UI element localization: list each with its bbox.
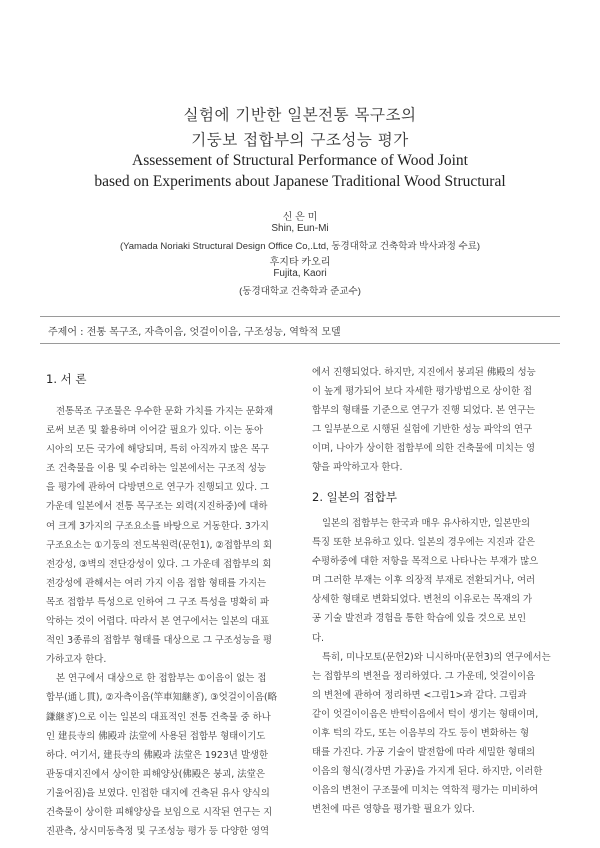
text-line: 진관측, 상시미동측정 및 구조성능 평가 등 다양한 영역 [46,826,270,838]
text-line: 전통목조 구조물은 우수한 문화 가치를 가지는 문화재 [56,406,274,417]
text-line: 전강성에 관해서는 여러 가지 이음 접합 형태를 가지는 [46,577,267,589]
text-line: 을 평가에 관하여 다방면으로 연구가 진행되고 있다. 그 [46,482,270,494]
text-line: 특징 또한 보유하고 있다. 일본의 경우에는 지진과 같은 [312,537,536,549]
author2-korean-name: 후지타 카오리 [269,257,331,268]
text-line: 변천에 따른 영향을 평가할 필요가 있다. [312,804,475,816]
section1-heading: 1. 서 론 [46,372,87,386]
text-line: 며 그러한 부재는 이후 의장적 부재로 전환되거나, 여러 [312,575,536,587]
text-line: 조 건축물을 이용 및 수리하는 일본에서는 구조적 성능 [46,463,267,475]
keywords: 주제어 : 전통 목구조, 자측이음, 엇걸이이음, 구조성능, 역학적 모델 [48,327,341,338]
text-line: 이며, 나아가 상이한 접합부에 의한 건축물에 미치는 영 [312,443,536,455]
text-line: 하다. 여기서, 建長寺의 佛殿과 法堂은 1923년 발생한 [46,749,269,761]
text-line: 구조요소는 ①기둥의 전도복원력(문헌1), ②접합부의 회 [46,539,273,551]
text-line: 건축물이 상이한 피해양상을 보임으로 시작된 연구는 지 [46,806,273,818]
text-line: 다. [312,632,325,644]
text-line: 수평하중에 대한 저항을 목적으로 나타나는 부재가 많으 [312,556,539,568]
text-line: 가하고자 한다. [46,654,107,666]
author1-korean-name: 신 은 미 [282,212,318,223]
text-line: 합부(通し貫), ②자측이음(竿車知継ぎ), ③엇걸이이음(略 [46,692,278,704]
text-line: 악하는 것이 어렵다. 따라서 본 연구에서는 일본의 대표 [46,616,270,628]
text-line: 같이 엇걸이이음은 반턱이음에서 턱이 생기는 형태이며, [312,708,539,720]
author2-english-name: Fujita, Kaori [273,268,327,279]
text-line: 기울어짐)을 보였다. 인접한 대지에 건축된 유사 양식의 [46,787,270,799]
text-line: 鎌継ぎ)으로 이는 일본의 대표적인 전통 건축물 중 하나 [46,711,271,723]
text-line: 의 변천에 관하여 정리하면 <그림1>과 같다. 그림과 [312,689,527,701]
title-english-line2: based on Experiments about Japanese Traditional Wood Structural [94,173,506,190]
text-line: 인 建長寺의 佛殿과 法堂에 사용된 접합부 형태이기도 [46,730,266,742]
title-korean-line1: 실험에 기반한 일본전통 목구조의 [183,106,417,124]
text-line: 공 기술 발전과 경험을 통한 학습에 있을 것으로 보인 [312,613,527,625]
title-english-line1: Assessement of Structural Performance of Wood Joint [132,152,468,169]
title-korean-line2: 기둥보 접합부의 구조성능 평가 [191,131,409,149]
text-line: 상세한 형태로 변화되었다. 변천의 이유로는 목재의 가 [312,594,533,606]
text-line: 이음의 형식(경사면 가공)을 가지게 된다. 하지만, 이러한 [312,766,543,778]
right-column-intro [312,363,552,478]
text-line: 일본의 접합부는 한국과 매우 유사하지만, 일본만의 [322,518,531,529]
text-line: 본 연구에서 대상으로 한 접합부는 ①이음이 없는 접 [56,673,267,685]
text-line: 전강성, ③벽의 전단강성이 있다. 그 가운데 접합부의 회 [46,558,272,570]
text-line: 관동대지진에서 상이한 피해양상(佛殿은 붕괴, 法堂은 [46,768,266,780]
text-line: 적인 3종류의 접합부 형태를 대상으로 그 구조성능을 평 [46,635,273,647]
text-line: 목조 접합부 특성으로 인하여 그 구조 특성을 명확히 파 [46,596,270,608]
text-line: 이 높게 평가되어 보다 자세한 평가방법으로 상이한 접 [312,386,533,398]
text-line: 향을 파악하고자 한다. [312,462,403,474]
text-line: 이후 턱의 각도, 또는 이음부의 각도 등이 변화하는 형 [312,728,530,740]
author2-affiliation: (동경대학교 건축학과 준교수) [239,286,361,297]
section2-body [312,514,552,820]
author1-english-name: Shin, Eun-Mi [271,223,329,234]
text-line: 태를 가진다. 가공 기술이 발전함에 따라 세밀한 형태의 [312,747,536,759]
text-line: 합부의 형태를 기준으로 연구가 진행 되었다. 본 연구는 [312,405,536,417]
text-line: 그 일부분으로 시행된 실험에 기반한 성능 파악의 연구 [312,424,533,436]
text-line: 가운데 일본에서 전통 목구조는 외력(지진하중)에 대하 [46,501,268,513]
text-line: 이음의 변천이 구조물에 미치는 역학적 평가는 미비하여 [312,785,539,797]
section1-body [46,402,286,841]
text-line: 특히, 미나모토(문헌2)와 니시하마(문헌3)의 연구에서는 [322,651,551,663]
text-line: 여 크게 3가지의 구조요소를 바탕으로 거동한다. 3가지 [46,520,269,532]
section2-heading: 2. 일본의 접합부 [312,490,397,504]
text-line: 시아의 모든 국가에 해당되며, 특히 아직까지 많은 목구 [46,444,270,456]
text-line: 에서 진행되었다. 하지만, 지진에서 붕괴된 佛殿의 성능 [312,367,536,378]
keywords-box [40,316,560,344]
text-line: 는 접합부의 변천을 정리하였다. 그 가운데, 엇걸이이음 [312,670,536,682]
text-line: 로써 보존 및 활용하며 이어갈 필요가 있다. 이는 동아 [46,425,264,437]
author1-affiliation: (Yamada Noriaki Structural Design Office Co,.Ltd, 동경대학교 건축학과 박사과정 수료) [119,241,481,252]
